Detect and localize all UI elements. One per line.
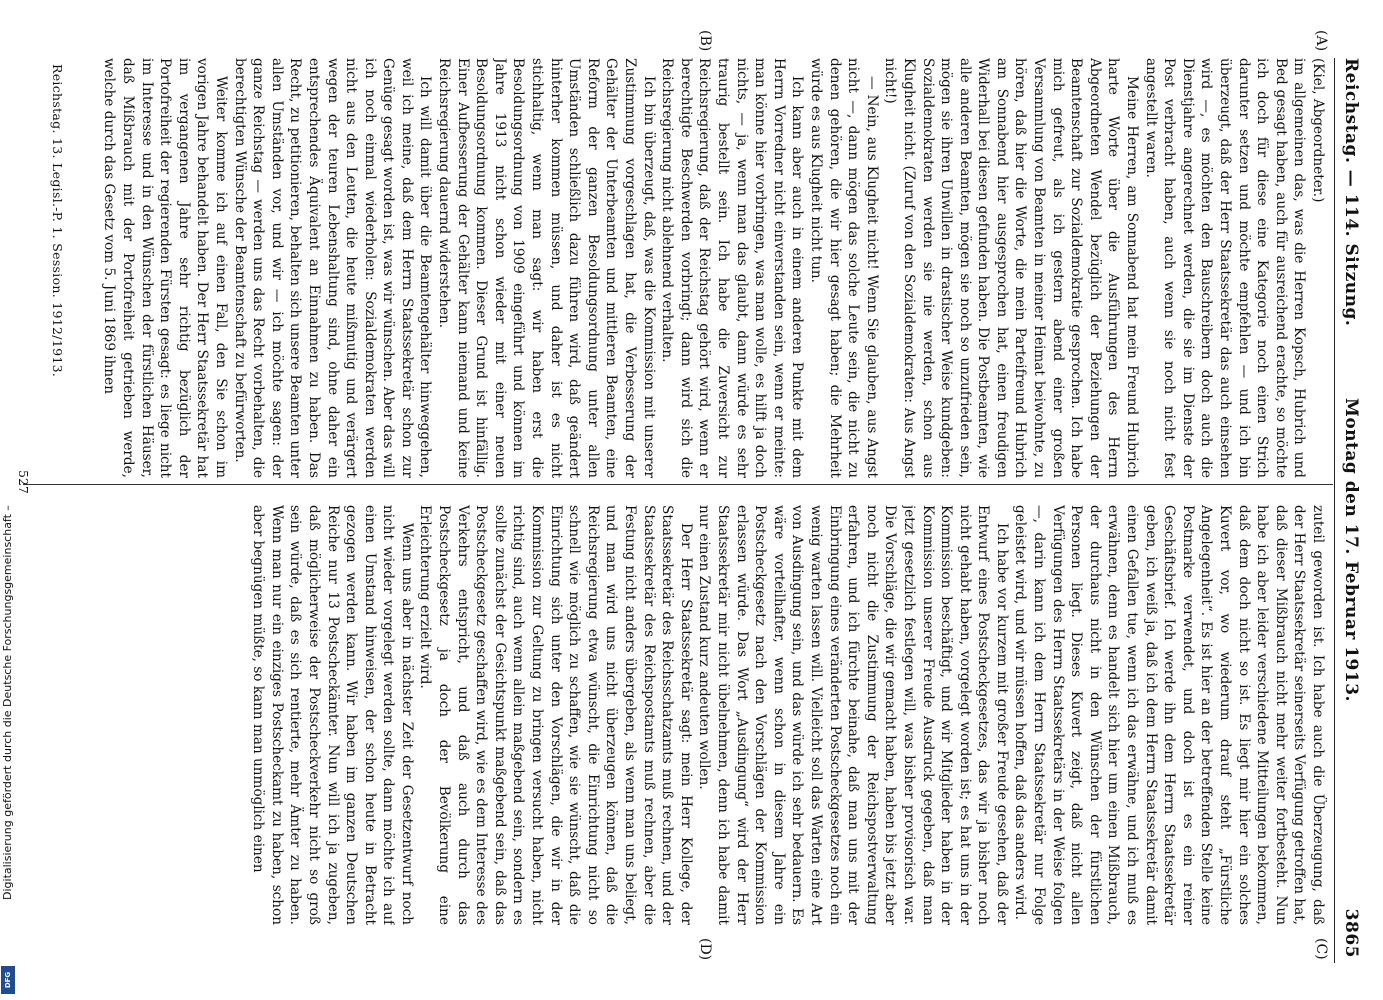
- right-paragraph-1: Ich habe vor kurzem mit großer Freude gesehen, daß der Entwurf eines Postscheckgesetzes, das wir ja bisher noch nicht gehabt haben, vorgelegt worden ist; es hat uns in der Kommission beschäftigt, und wir Mitglieder haben in der Kommission unserer Freude Ausdruck gegeben, daß man jetzt gesetzlich festlegen will, was bisher provisorisch war. Die Vorschläge, die wir gemacht haben, haben bis jetzt aber noch nicht die Zustimmung der Reichspostverwaltung erfahren, und ich fürchte beinahe, daß man uns mit der Einbringung eines veränderten Postscheckgesetzes noch ein wenig warten lassen will. Vielleicht soll das Warten eine Art von Ausdingung sein, und das würde ich sehr bedauern. Es wäre vorteilhafter, wenn schon in diesem Jahre ein Postscheckgesetz nach den Vorschlägen der Kommission erlassen würde. Das Wort „Ausdingung“ wird der Herr Staatssekretär mir nicht übelnehmen, denn ich habe damit nur einen Zustand kurz andeuten wollen.: [696, 505, 1010, 925]
- footer-page-number: 527: [16, 470, 31, 494]
- header-date: Montag den 17. Februar 1913.: [1341, 398, 1361, 702]
- column-divider: [23, 484, 1333, 485]
- left-paragraph-3: — Nein, aus Klugheit nicht! Wenn Sie glauben, aus Angst nicht —, dann mögen das solche Leute sein, die nicht zu denen gehören, die wir hier gesagt haben; die Mehrheit würde es aus Klugheit nicht tun.: [807, 58, 880, 478]
- right-paragraph-0: zuteil geworden ist. Ich habe auch die Überzeugung, daß der Herr Staatssekretär seinerseits Verfügung getroffen hat, daß dieser Mißbrauch nicht mehr weiter fortbesteht. Nun habe ich aber leider verschiedene Mitteilungen bekommen, daß dem doch nicht so ist. Es liegt mir hier ein solches Kuvert vor, wo wiederum drauf steht „Fürstliche Angelegenheit“. Es ist hier an der betreffenden Stelle keine Postmarke verwendet, und doch ist es ein reiner Geschäftsbrief. Ich werde ihn dem Herrn Staatssekretär geben, ich weiß ja, daß ich dem Herrn Staatssekretär damit einen Gefallen tue, wenn ich das erwähne, und ich muß es erwähnen, denn es handelt sich hier um einen Mißbrauch, der durchaus nicht in den Wünschen der fürstlichen Personen liegt. Dieses Kuvert zeigt, daß nicht allen Verfügungen des Herrn Staatssekretärs in der Weise folgen —, darin kann ich dem Herrn Staatssekretär nur Folge geleistet wird, und wir müssen hoffen, daß das anders wird.: [1012, 505, 1326, 925]
- dfg-logo-text: DFG: [4, 971, 12, 989]
- left-paragraph-0: (Kiel, Abgeordneter.): [1310, 58, 1326, 203]
- header-left: Reichstag. — 114. Sitzung.: [1341, 58, 1361, 327]
- right-paragraph-3: Wenn uns aber in nächster Zeit der Gesetzentwurf noch nicht wieder vorgelegt werden sollte, dann möchte ich auf einen Umstand hinweisen, der schon heute in Betracht gezogen werden kann. Wir haben im ganzen Deutschen Reiche nur 13 Postscheckämter. Nun will ich ja zugeben, daß möglicherweise der Postscheckverkehr nicht so groß sein würde, daß es sich rentierte, mehr Ämter zu haben. Wenn man nur ein einziges Postscheckamt zu haben, schon aber begnügen müßte, so kann man unmöglich einen: [250, 505, 415, 925]
- right-column: [77, 505, 1327, 925]
- marker-c: (C): [1313, 938, 1329, 960]
- left-paragraph-7: Weiter komme ich auf einen Fall, den Sie schon im vorigen Jahre behandelt haben. Der Herr Staatssekretär hat im vergangenen Jahre sehr richtig bezüglich der Portofreiheit der regierenden Fürsten gesagt: es liege nicht im Interesse und in den Wünschen der fürstlichen Häuser, daß Mißbrauch mit der Portofreiheit getrieben werde, welche durch das Gesetz vom 5. Juni 1869 ihnen: [101, 58, 229, 478]
- marker-b: (B): [697, 30, 713, 52]
- header-rule: [1334, 58, 1335, 963]
- header-page-number: 3865: [1341, 908, 1361, 958]
- left-paragraph-2: Meine Herren, am Sonnabend hat mein Freund Hubrich harte Worte über die Ausführungen des Herrn Abgeordneten Wendel bezüglich der Beziehungen der Beamtenschaft zur Sozialdemokratie gesprochen. Ich habe mich gefreut, als ich gestern abend einer großen Versammlung von Beamten in meiner Heimat beiwohnte, zu hören, daß hier die Worte, die mein Parteifreund Hubrich am Sonnabend hier ausgesprochen hat, einen freudigen Widerhall bei diesen gefunden haben. Die Postbeamten, wie alle anderen Beamten, mögen sie noch so unzufrieden sein, mögen sie ihren Unwillen in drastischer Weise kundgeben: Sozialdemokraten werden sie nie werden, schon aus Klugheit nicht. (Zuruf von den Sozialdemokraten: Aus Angst nicht!): [882, 58, 1141, 478]
- left-paragraph-1: im allgemeinen das, was die Herren Kopsch, Hubrich und Bed gesagt haben, auch für ausreichend erachte, so möchte ich doch für diese eine Kategorie noch einen Strich darunter setzen und möchte empfehlen — und ich bin überzeugt, daß der Herr Staatssekretär das auch einsehen wird —, es möchten den Bauschreibern doch auch die Dienstjahre angerechnet werden, die sie im Dienste der Post verbracht haben, auch wenn sie noch nicht fest angestellt waren.: [1142, 58, 1308, 478]
- marker-a: (A): [1313, 30, 1329, 52]
- right-paragraph-2: Der Herr Staatssekretär sagt: mein Herr Kollege, der Staatssekretär des Reichsschatzamts muß rechnen, und der Staatssekretär des Reichspostamts muß rechnen, aber die Festung nicht anders übergeben, als wenn man uns beliegt, und man wird uns nicht überzeugen können, daß die Reichsregierung etwa wünscht, die Einrichtung nicht so schnell wie möglich zu schaffen, wie sie wünscht, daß die Einrichtung sich unter den Vorschlägen, die wir in der Kommission zur Geltung zu bringen versucht haben, nicht richtig sind, auch wenn allein maßgebend sein, sondern es sollte zunächst der Gesichtspunkt maßgebend sein, daß das Postscheckgesetz geschaffen wird, wie es dem Interesse des Verkehrs entspricht, und daß auch durch das Postscheckgesetz ja doch der Bevölkerung eine Erleichterung erzielt wird.: [417, 505, 694, 925]
- left-paragraph-5: Ich bin überzeugt, daß, was die Kommission mit unserer Zustimmung vorgeschlagen hat, die Verbesserung der Gehälter der Unterbeamten und mittleren Beamten, eine Reform der ganzen Besoldungsordnung unter allen Umständen schließlich dazu führen wird, daß geändert hinterher kommen müssen, und daher ist es nicht stichhaltig, wenn man sagt: wir haben erst die Besoldungsordnung von 1909 eingeführt und können im Jahre 1913 nicht schon wieder mit einer neuen Besoldungsordnung kommen. Dieser Grund ist hinfällig. Einer Aufbesserung der Gehälter kann niemand und keine Reichsregierung dauernd widerstehen.: [436, 58, 657, 478]
- page-header: [1335, 58, 1361, 958]
- marker-d: (D): [697, 938, 713, 961]
- journal-footer: Reichstag. 13. Legisl.-P. 1. Session. 1912/1913.: [50, 64, 65, 378]
- dfg-logo: [1, 966, 15, 994]
- left-paragraph-4: Ich kann aber auch in einem anderen Punkte mit dem Herrn Vorredner nicht einverstanden sein, wenn er meinte: man könne hier vorbringen, was man wolle, es hilft ja doch nichts, — ja, wenn man das glaubt, dann würde es sehr traurig bestellt sein. Ich habe die Zuversicht zur Reichsregierung, daß der Reichstag gehört wird, wenn er berechtigte Beschwerden vorbringt; dann wird sich die Reichsregierung nicht ablehnend verhalten.: [659, 58, 806, 478]
- digitization-credit: Digitalisierung gefördert durch die Deutsche Forschungsgemeinschaft –: [1, 505, 14, 900]
- left-column: [77, 58, 1327, 478]
- left-paragraph-6: Ich will damit über die Beamtengehälter hinweggehen, weil ich meine, daß dem Herrn Staatssekretär schon zur Genüge gesagt worden ist, was wir wünschen. Aber das will ich noch einmal wiederholen: Sozialdemokraten werden nicht aus den Leuten, die heute mißmutig und verärgert wegen der teuren Lebenshaltung sind, ohne daher ein entsprechendes Äquivalent an Einnahmen zu haben. Das Recht, zu petitionieren, behalten sich unsere Beamten unter allen Umständen vor, und wir — ich möchte sagen: der ganze Reichstag — werden uns das Recht vorbehalten, die berechtigten Wünsche der Beamtenschaft zu befürworten.: [231, 58, 434, 478]
- digitization-sidebar: [0, 0, 16, 1000]
